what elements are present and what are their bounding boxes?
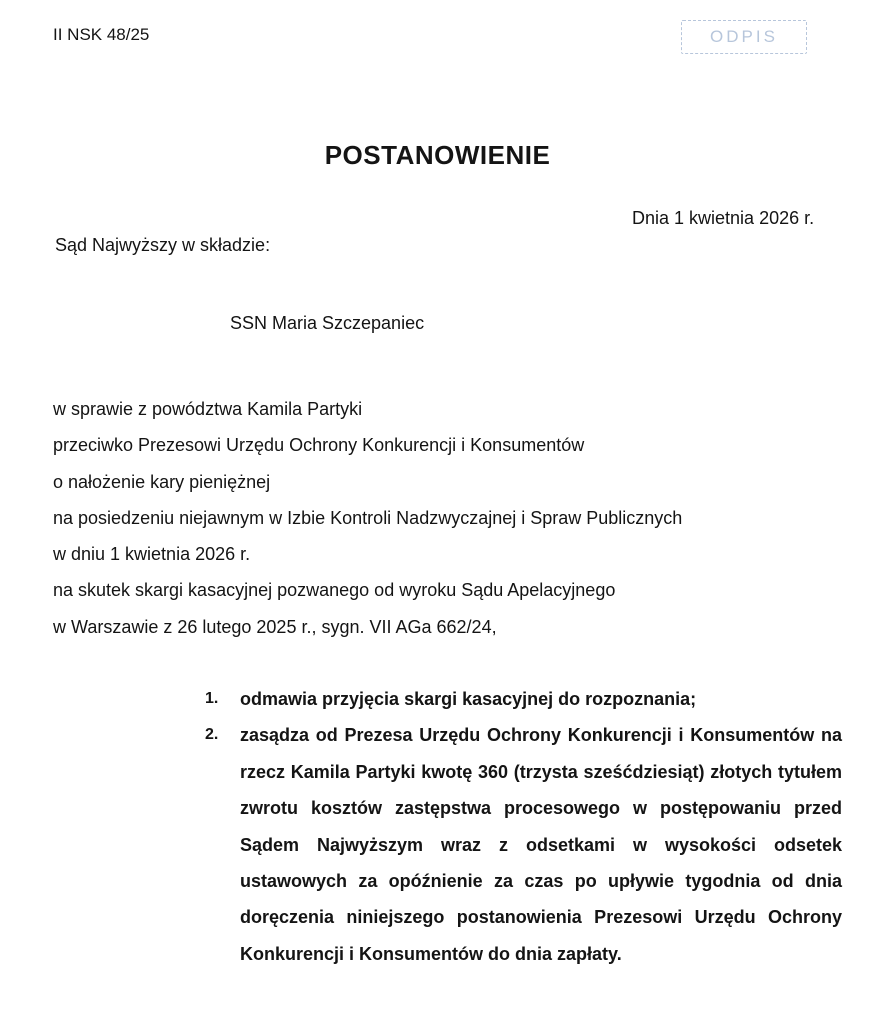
intro-line: przeciwko Prezesowi Urzędu Ochrony Konkurencji i Konsumentów: [53, 435, 585, 456]
case-introduction: [53, 398, 682, 652]
case-number: II NSK 48/25: [53, 25, 150, 44]
judge-name: SSN Maria Szczepaniec: [230, 313, 425, 333]
stamp-label: ODPIS: [710, 27, 778, 46]
ruling-item-text: odmawia przyjęcia skargi kasacyjnej do rozpoznania;: [240, 689, 697, 709]
intro-line: o nałożenie kary pieniężnej: [53, 471, 271, 492]
document-title: POSTANOWIENIE: [324, 140, 551, 170]
intro-line: w dniu 1 kwietnia 2026 r.: [53, 544, 251, 565]
ruling-item: [205, 717, 842, 972]
ruling-item-text: zasądza od Prezesa Urzędu Ochrony Konkurencji i Konsumentów na rzecz Kamila Partyki kwotę 360 (trzysta sześćdziesiąt) złotych tytułem zwrotu kosztów zastępstwa procesowego w postępowaniu przed Sądem Najwyższym wraz z odsetkami w wysokości odsetek ustawowych za opóźnienie za czas po upływie tygodnia od dnia doręczenia niniejszego postanowienia Prezesowi Urzędu Ochrony Konkurencji i Konsumentów do dnia zapłaty.: [240, 725, 842, 964]
ruling-item-number: 2.: [205, 726, 219, 744]
intro-line: na posiedzeniu niejawnym w Izbie Kontroli Nadzwyczajnej i Spraw Publicznych: [53, 507, 683, 528]
ruling-item-number: 1.: [205, 690, 219, 707]
intro-line: w sprawie z powództwa Kamila Partyki: [53, 399, 363, 419]
intro-line: na skutek skargi kasacyjnej pozwanego od wyroku Sądu Apelacyjnego: [53, 580, 616, 601]
ruling-list: [205, 681, 842, 972]
document-date: Dnia 1 kwietnia 2026 r.: [632, 208, 815, 228]
copy-stamp: [681, 20, 807, 54]
court-composition-label: Sąd Najwyższy w składzie:: [55, 235, 271, 255]
ruling-item: [205, 681, 842, 717]
intro-line: w Warszawie z 26 lutego 2025 r., sygn. VII AGa 662/24,: [53, 616, 497, 637]
